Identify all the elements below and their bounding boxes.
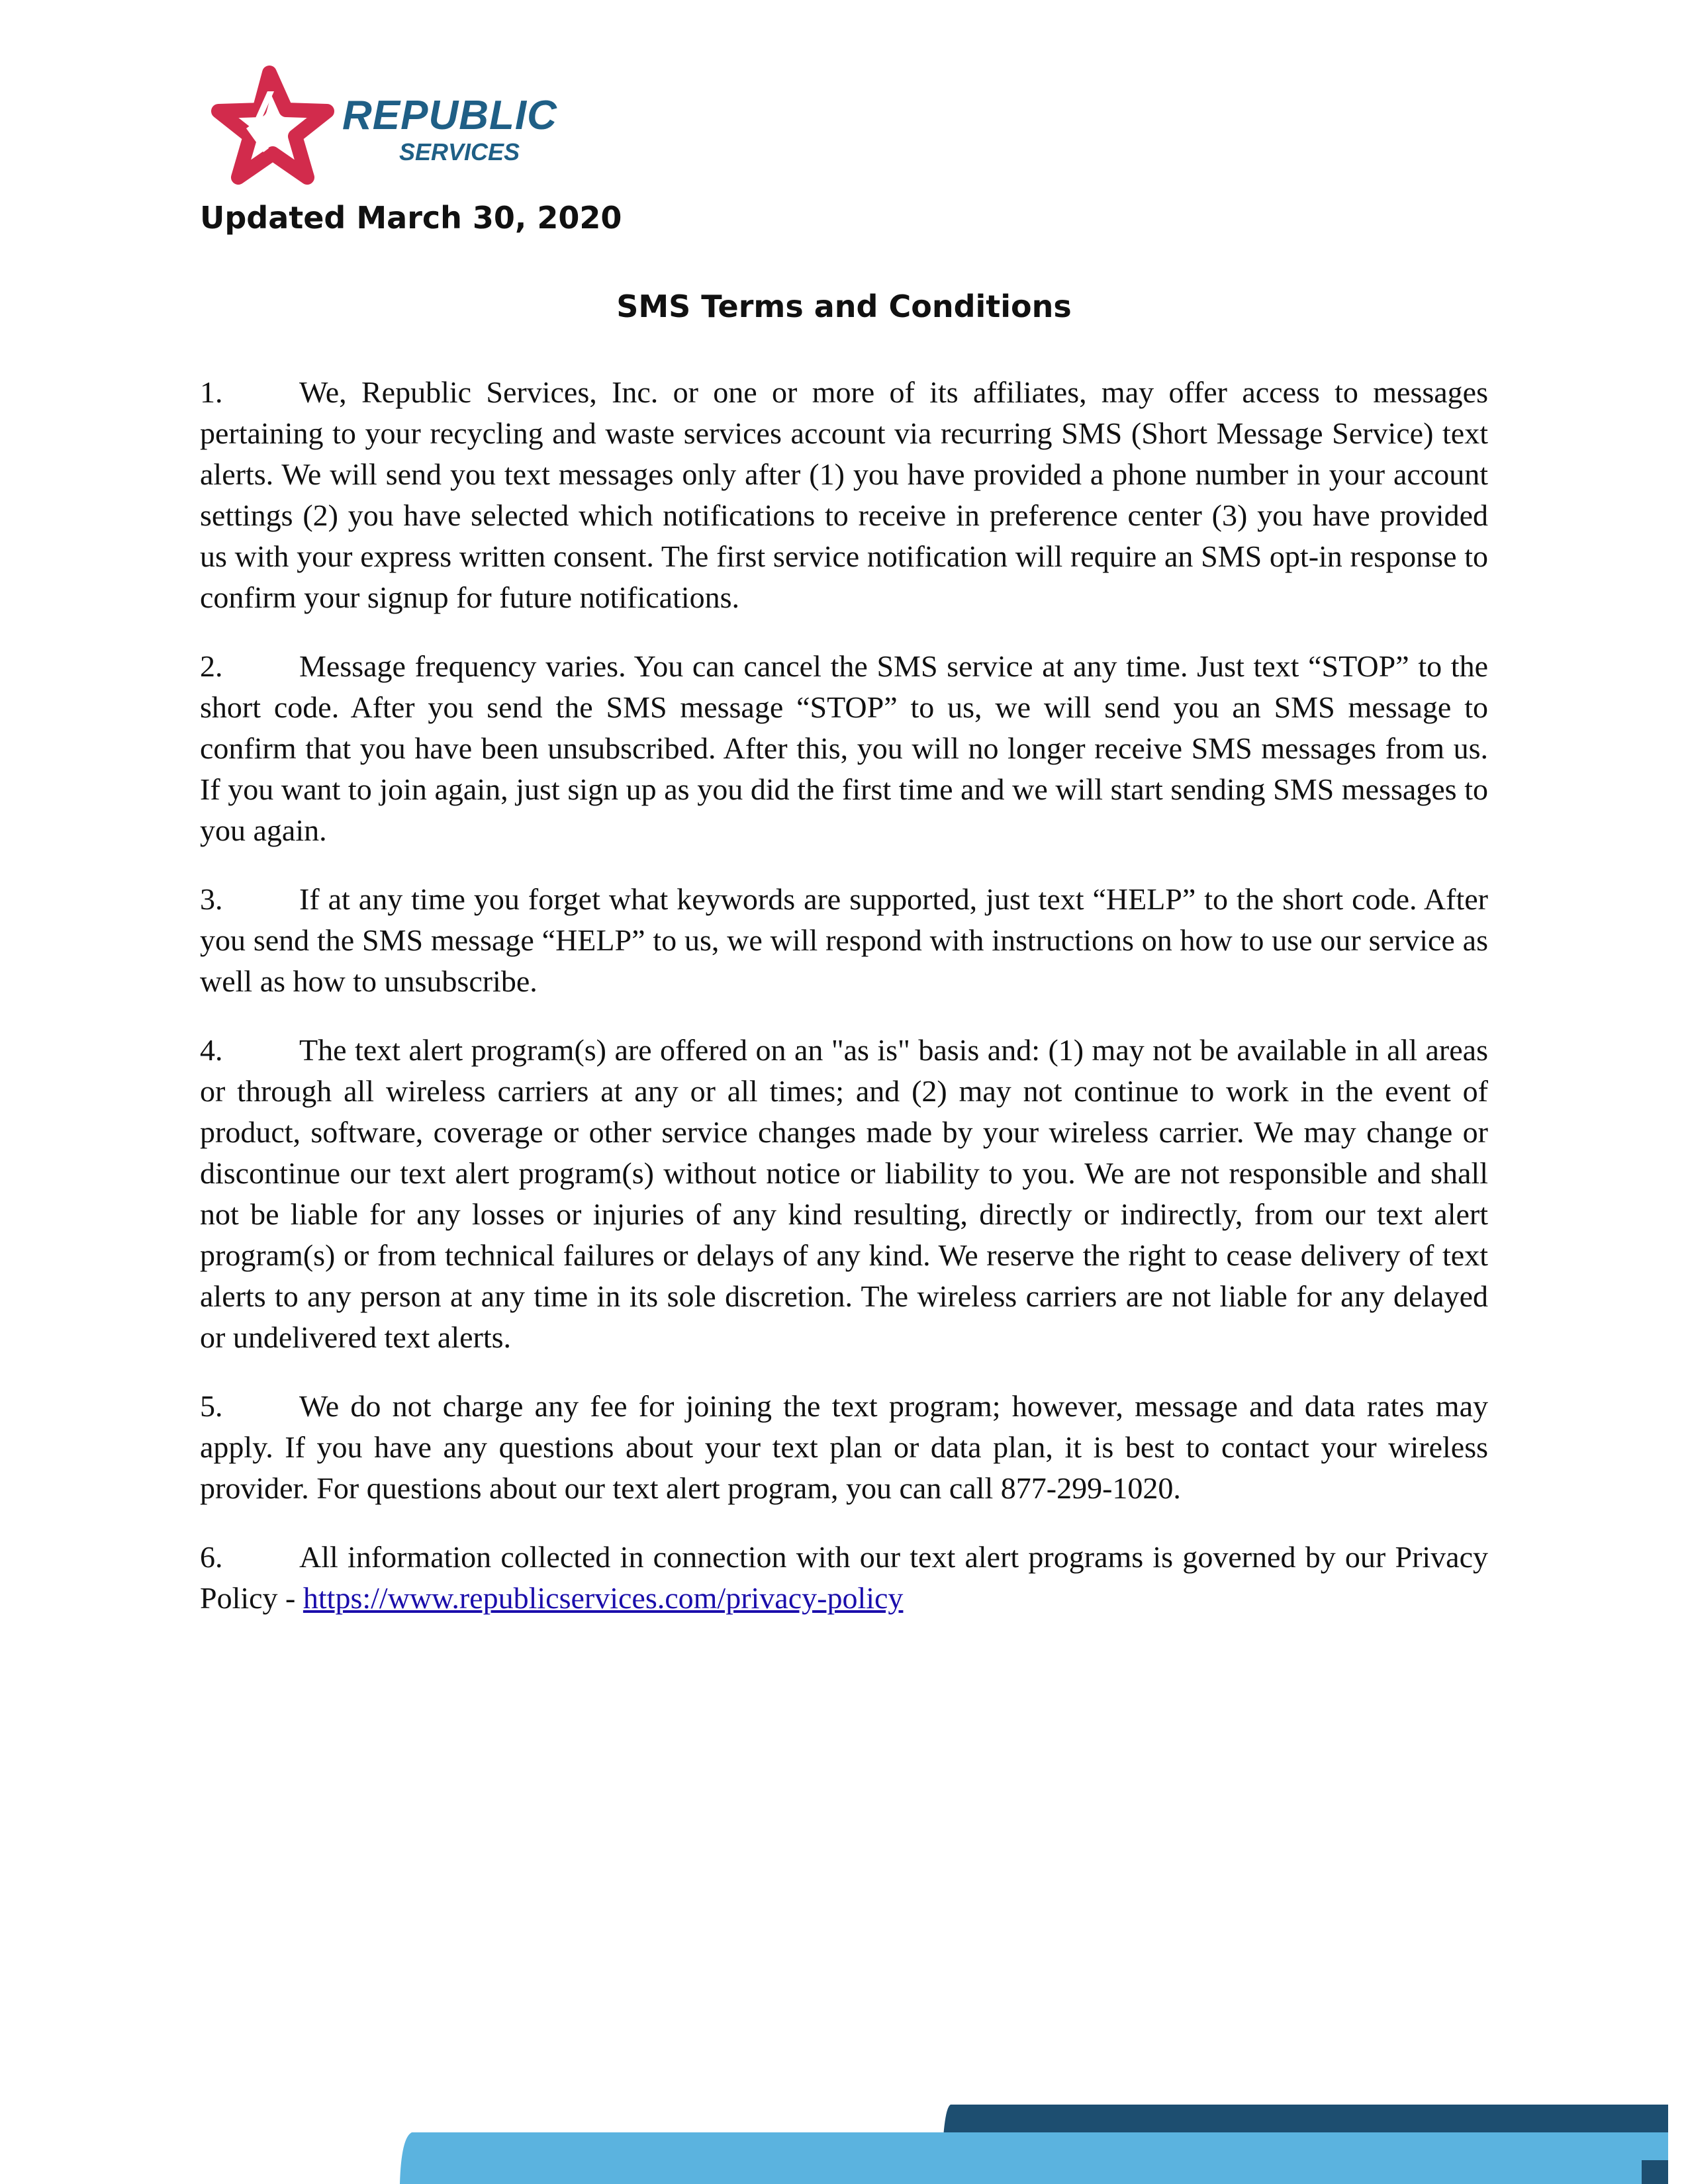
logo-wordmark: REPUBLIC (342, 93, 557, 138)
republic-services-logo (207, 65, 577, 191)
terms-paragraph-6 (200, 1537, 1488, 1619)
footer-light-bar (400, 2132, 1668, 2184)
paragraph-text: All information collected in connection with our text alert programs is governed by our Privacy Policy - (200, 1540, 1488, 1615)
paragraph-number: 3. (200, 882, 223, 916)
terms-paragraph-2 (200, 646, 1488, 851)
footer-decorative-bars (0, 2091, 1688, 2184)
privacy-policy-link[interactable]: https://www.republicservices.com/privacy-policy (303, 1581, 904, 1615)
logo-subword: SERVICES (399, 138, 520, 165)
updated-date: Updated March 30, 2020 (200, 200, 622, 236)
paragraph-text: If at any time you forget what keywords are supported, just text “HELP” to the short code. After you send the SMS message “HELP” to us, we will respond with instructions on how to use our service as well as how to unsubscribe. (200, 882, 1488, 998)
paragraph-number: 2. (200, 649, 223, 683)
paragraph-number: 1. (200, 375, 223, 409)
paragraph-number: 6. (200, 1540, 223, 1574)
document-title: SMS Terms and Conditions (616, 289, 1072, 324)
paragraph-number: 4. (200, 1033, 223, 1067)
paragraph-text: We do not charge any fee for joining the text program; however, message and data rates may apply. If you have any questions about your text plan or data plan, it is best to contact your wireless provider. For questions about our text alert program, you can call 877-299-1020. (200, 1389, 1488, 1505)
terms-paragraph-3 (200, 879, 1488, 1002)
terms-body (200, 372, 1488, 1647)
paragraph-text: Message frequency varies. You can cancel the SMS service at any time. Just text “STOP” to the short code. After you send the SMS message “STOP” to us, we will send you an SMS message to confirm that you have been unsubscribed. After this, you will no longer receive SMS messages from us. If you want to join again, just sign up as you did the first time and we will start sending SMS messages to you again. (200, 649, 1488, 847)
terms-paragraph-5 (200, 1386, 1488, 1509)
paragraph-number: 5. (200, 1389, 223, 1423)
terms-paragraph-4 (200, 1030, 1488, 1358)
paragraph-text: The text alert program(s) are offered on an "as is" basis and: (1) may not be available in all areas or through all wireless carriers at any or all times; and (2) may not continue to work in the event of product, software, coverage or other service changes made by your wireless carrier. We may change or discontinue our text alert program(s) without notice or liability to you. We are not responsible and shall not be liable for any losses or injuries of any kind resulting, directly or indirectly, from our text alert program(s) or from technical failures or delays of any kind. We reserve the right to cease delivery of text alerts to any person at any time in its sole discretion. The wireless carriers are not liable for any delayed or undelivered text alerts. (200, 1033, 1488, 1354)
terms-paragraph-1 (200, 372, 1488, 618)
paragraph-text: We, Republic Services, Inc. or one or more of its affiliates, may offer access to messages pertaining to your recycling and waste services account via recurring SMS (Short Message Service) text alerts. We will send you text messages only after (1) you have provided a phone number in your account settings (2) you have selected which notifications to receive in preference center (3) you have provided us with your express written consent. The first service notification will require an SMS opt-in response to confirm your signup for future notifications. (200, 375, 1488, 614)
star-logo-icon (207, 65, 339, 191)
